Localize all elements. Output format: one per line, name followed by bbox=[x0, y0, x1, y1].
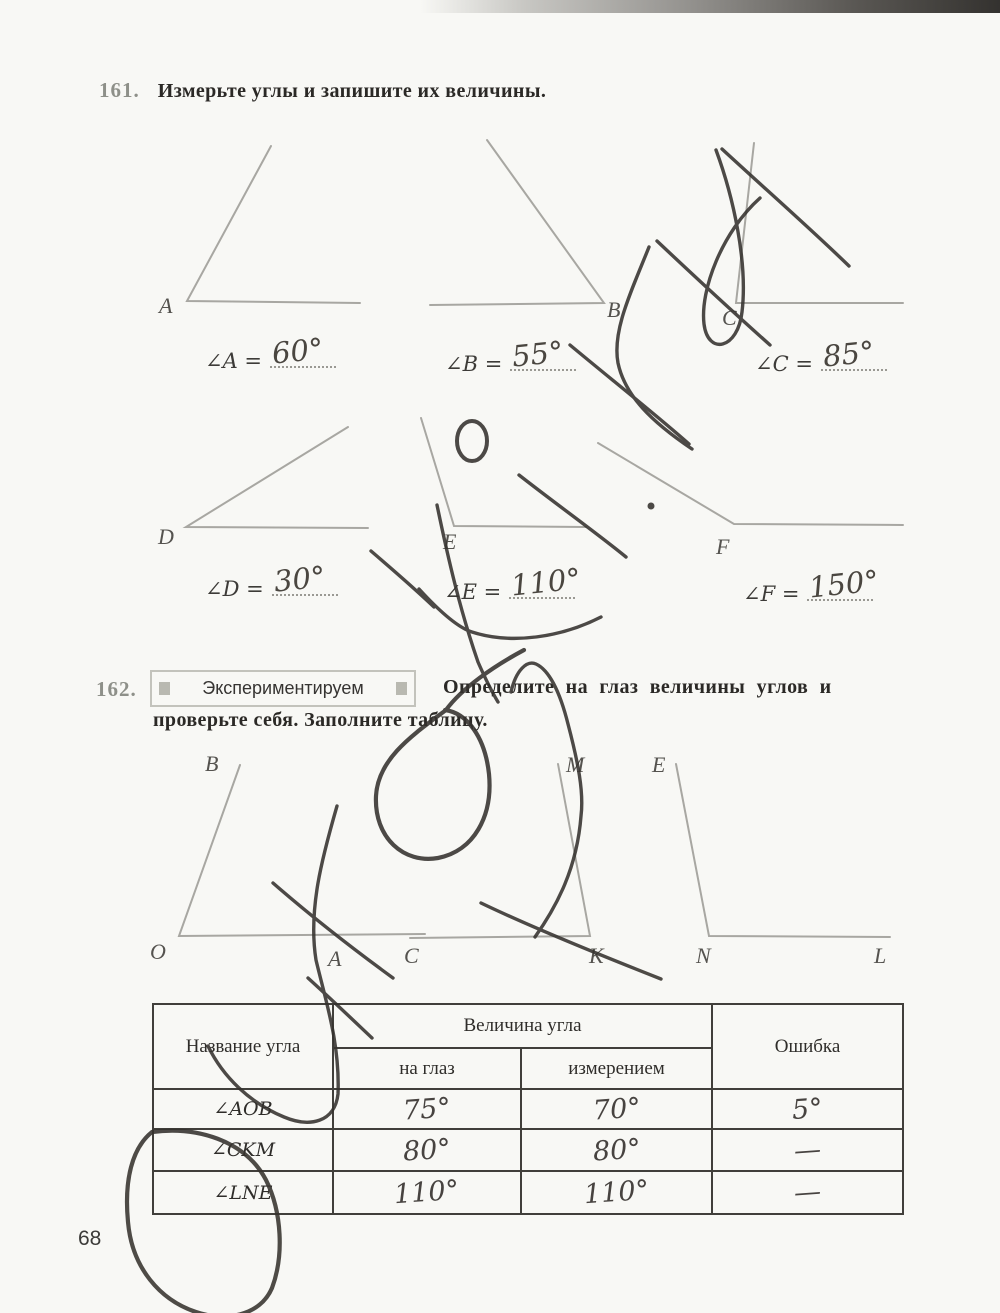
answer-line-e bbox=[509, 561, 583, 603]
row-lne-by-eye: 110° bbox=[393, 1174, 461, 1211]
scribble-arch-down bbox=[511, 663, 585, 937]
problem-161-number: 161. bbox=[99, 78, 140, 102]
answer-prefix-d: ∠D = bbox=[205, 577, 264, 601]
experiment-badge bbox=[150, 670, 416, 707]
answer-row-b bbox=[445, 334, 576, 376]
answer-prefix-f: ∠F = bbox=[743, 582, 800, 606]
badge-label: Экспериментируем bbox=[202, 678, 364, 698]
row-ckm-name: ∠CKM bbox=[153, 1129, 333, 1171]
problem-162-line2: проверьте себя. Заполните таблицу. bbox=[153, 709, 488, 731]
scribble-diagonal-e1 bbox=[519, 475, 626, 557]
answer-value-d: 30° bbox=[272, 559, 327, 599]
table-header-error: Ошибка bbox=[712, 1004, 903, 1089]
angle-c-rays bbox=[736, 143, 903, 303]
vertex-label-b: B bbox=[607, 297, 621, 322]
table-row bbox=[153, 1089, 903, 1129]
vertex-label-a2: A bbox=[328, 946, 342, 971]
angle-aob-rays bbox=[179, 765, 425, 936]
answer-row-a bbox=[205, 331, 336, 373]
table-header-name: Название угла bbox=[153, 1004, 333, 1089]
vertex-label-f: F bbox=[716, 534, 730, 559]
row-lne-measured: 110° bbox=[582, 1174, 651, 1211]
vertex-label-m: M bbox=[566, 752, 585, 777]
vertex-label-n: N bbox=[696, 943, 711, 968]
table-header-by-eye: на глаз bbox=[333, 1048, 521, 1089]
answer-line-b bbox=[510, 334, 576, 374]
answer-prefix-b: ∠B = bbox=[445, 352, 503, 376]
badge-ornament-right bbox=[396, 682, 407, 695]
row-lne-name: ∠LNE bbox=[153, 1171, 333, 1214]
angle-ckm-rays bbox=[410, 764, 590, 938]
vertex-label-e: E bbox=[443, 529, 457, 554]
angle-lne-rays bbox=[676, 764, 890, 937]
angle-a-rays bbox=[187, 146, 360, 303]
table-header-measured: измерением bbox=[521, 1048, 712, 1089]
vertex-label-o: O bbox=[150, 939, 166, 964]
answer-value-f: 150° bbox=[807, 563, 881, 605]
vertex-label-b2: B bbox=[205, 751, 219, 776]
badge-ornament-left bbox=[159, 682, 170, 695]
table-row bbox=[153, 1171, 903, 1214]
scribble-dot bbox=[648, 503, 655, 510]
problem-161-heading bbox=[99, 78, 546, 103]
table-header-value: Величина угла bbox=[333, 1004, 712, 1048]
vertex-label-a: A bbox=[159, 293, 173, 318]
row-ckm-error: — bbox=[792, 1133, 823, 1167]
answer-value-b: 55° bbox=[510, 334, 566, 374]
row-lne-error: — bbox=[792, 1176, 823, 1209]
scribble-diagonal-d bbox=[371, 551, 434, 607]
row-aob-measured: 70° bbox=[591, 1091, 642, 1127]
vertex-label-k: K bbox=[589, 943, 604, 968]
scan-artifact bbox=[420, 0, 1000, 13]
problem-162-number: 162. bbox=[96, 677, 137, 701]
answer-row-e bbox=[444, 561, 583, 604]
angle-b-rays bbox=[430, 140, 604, 305]
scribble-diagonal-b bbox=[570, 345, 689, 444]
answer-line-f bbox=[807, 563, 881, 605]
answer-row-f bbox=[743, 563, 881, 606]
vertex-label-d: D bbox=[158, 524, 174, 549]
vertex-label-e2: E bbox=[652, 752, 666, 777]
row-aob-name: ∠AOB bbox=[153, 1089, 333, 1129]
answer-row-d bbox=[205, 559, 338, 601]
answer-value-e: 110° bbox=[509, 561, 583, 603]
vertex-label-c2: C bbox=[404, 943, 419, 968]
scribble-diagonal-c1 bbox=[722, 149, 849, 266]
table-row bbox=[153, 1129, 903, 1171]
answer-row-c bbox=[755, 334, 887, 376]
answer-line-a bbox=[270, 331, 336, 371]
row-aob-error: 5° bbox=[791, 1092, 824, 1126]
scribble-diagonal-c2 bbox=[657, 241, 770, 345]
answer-line-c bbox=[821, 334, 887, 374]
row-aob-by-eye: 75° bbox=[402, 1091, 452, 1127]
problem-161-title: Измерьте углы и запишите их величины. bbox=[157, 80, 547, 102]
answer-value-a: 60° bbox=[270, 331, 326, 371]
scribble-small-oval bbox=[457, 421, 487, 461]
scribble-curve-b bbox=[617, 247, 692, 449]
answer-value-c: 85° bbox=[821, 334, 876, 374]
answer-prefix-c: ∠C = bbox=[755, 352, 813, 376]
row-ckm-measured: 80° bbox=[591, 1132, 642, 1168]
answer-prefix-a: ∠A = bbox=[205, 349, 263, 373]
answer-prefix-e: ∠E = bbox=[444, 580, 502, 604]
scribble-under-a bbox=[481, 903, 661, 979]
vertex-label-l: L bbox=[874, 943, 887, 968]
angle-d-rays bbox=[186, 427, 368, 528]
vertex-label-c: C bbox=[722, 305, 737, 330]
angle-f-rays bbox=[598, 443, 903, 525]
angle-e-rays bbox=[421, 418, 586, 527]
row-ckm-by-eye: 80° bbox=[402, 1132, 452, 1168]
problem-162-line1: Определите на глаз величины углов и bbox=[443, 676, 832, 698]
angles-table bbox=[152, 1003, 904, 1215]
answer-line-d bbox=[272, 559, 338, 599]
page-number: 68 bbox=[78, 1227, 102, 1250]
